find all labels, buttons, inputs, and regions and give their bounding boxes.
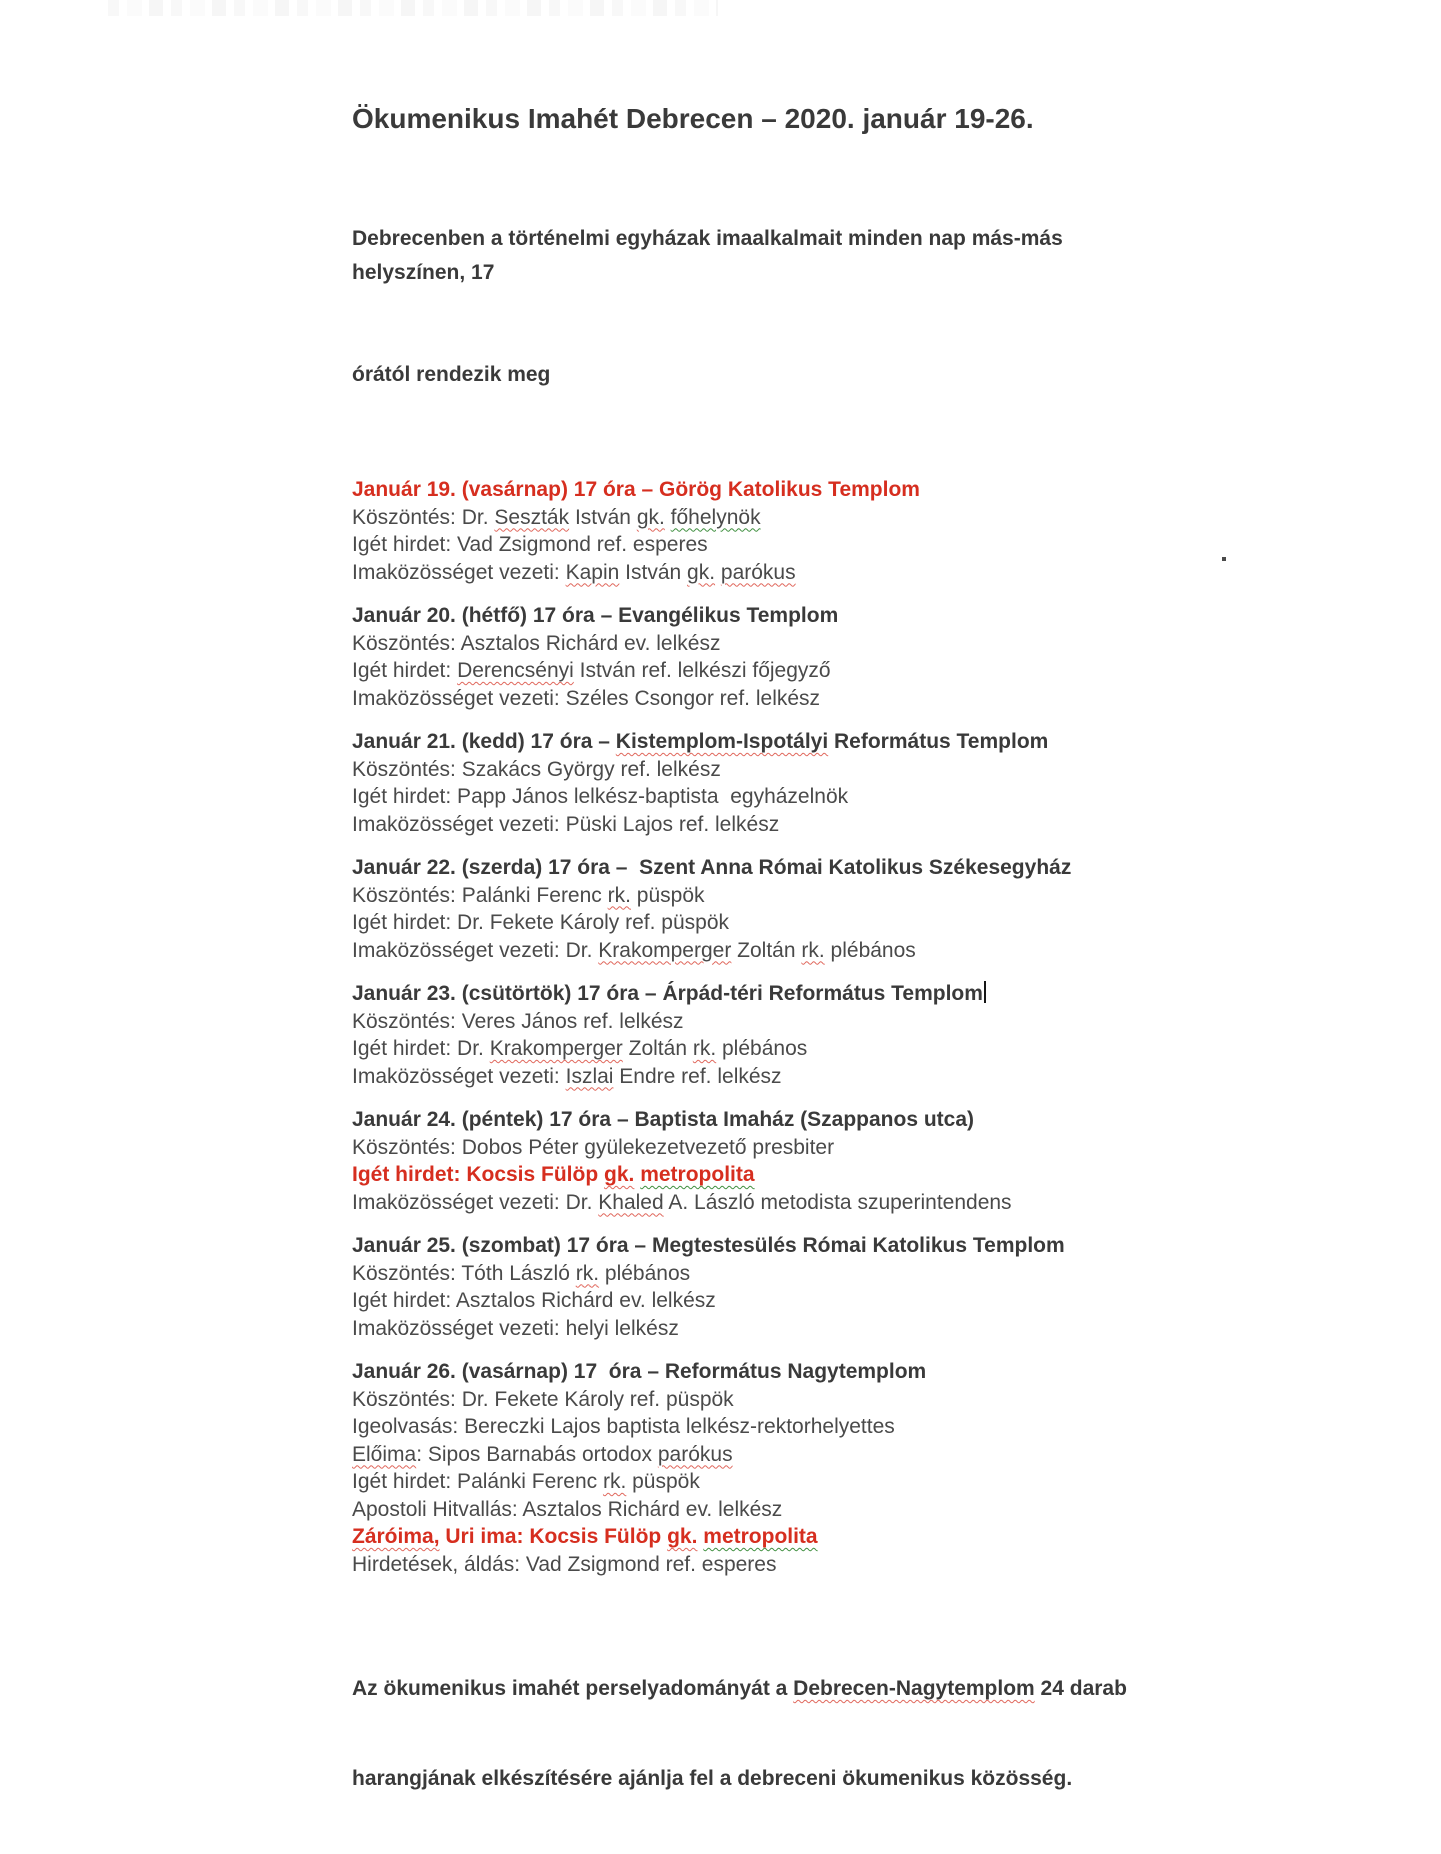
event-section	[352, 476, 1132, 586]
text-segment: Igét hirdet: Vad Zsigmond ref. esperes	[352, 533, 708, 556]
event-line[interactable]	[352, 1035, 1132, 1063]
text-segment: Igét hirdet: Dr.	[352, 1037, 490, 1060]
footer-line[interactable]: harangjának elkészítésére ajánlja fel a debreceni ökumenikus közösség.	[352, 1767, 1073, 1790]
text-segment: Igét hirdet: Palánki Ferenc	[352, 1470, 603, 1493]
text-segment: Igét hirdet: Kocsis Fülöp	[352, 1163, 605, 1186]
misspelled-word: Kistemplom-Ispotályi	[615, 730, 829, 753]
misspelled-word: metropolita	[640, 1163, 755, 1186]
misspelled-word: gk.	[604, 1163, 635, 1186]
event-section	[352, 980, 1132, 1090]
event-heading[interactable]	[352, 854, 1132, 882]
text-segment: Zoltán	[731, 938, 802, 962]
text-segment: Az ökumenikus imahét perselyadományát a	[352, 1677, 794, 1700]
text-segment: püspök	[626, 1470, 700, 1493]
event-section	[352, 1358, 1132, 1578]
event-line[interactable]	[352, 1413, 1132, 1441]
event-line[interactable]	[352, 1496, 1132, 1524]
event-heading[interactable]	[352, 1358, 1132, 1386]
misspelled-word: Kapin	[565, 560, 620, 584]
text-segment: Endre ref. lelkész	[613, 1064, 782, 1088]
text-segment: : Sipos Barnabás ortodox	[416, 1442, 658, 1466]
event-line[interactable]	[352, 1551, 1132, 1579]
page-title[interactable]: Ökumenikus Imahét Debrecen – 2020. január 19-26.	[352, 103, 1034, 134]
text-segment: püspök	[630, 883, 705, 907]
text-segment: Köszöntés: Veres János ref. lelkész	[352, 1009, 684, 1033]
text-segment: Köszöntés: Palánki Ferenc	[352, 883, 608, 907]
text-segment: Január 25. (szombat) 17 óra – Megtestesülés Római Katolikus Templom	[352, 1234, 1065, 1257]
event-line[interactable]	[352, 1161, 1132, 1189]
event-heading[interactable]	[352, 1232, 1132, 1260]
footer-line[interactable]	[352, 1674, 1132, 1704]
misspelled-word: rk.	[602, 1470, 627, 1493]
text-segment: Imaközösséget vezeti: Széles Csongor ref. lelkész	[352, 686, 821, 710]
text-segment: Köszöntés: Dr. Fekete Károly ref. püspök	[352, 1387, 734, 1411]
misspelled-word: parókus	[657, 1442, 733, 1466]
event-line[interactable]	[352, 756, 1132, 784]
misspelled-word: parókus	[720, 560, 796, 584]
text-segment: Köszöntés: Asztalos Richárd ev. lelkész	[352, 631, 721, 655]
misspelled-word: metropolita	[703, 1525, 818, 1548]
misspelled-word: Záróima,	[352, 1525, 440, 1548]
event-heading[interactable]	[352, 980, 1132, 1008]
misspelled-word: főhelynök	[670, 505, 761, 529]
text-segment: Igét hirdet: Papp János lelkész-baptista egyházelnök	[352, 785, 849, 808]
text-segment: István	[619, 560, 688, 584]
intro-line[interactable]: órától rendezik meg	[352, 363, 551, 386]
event-section	[352, 602, 1132, 712]
misspelled-word: gk.	[636, 505, 665, 529]
text-segment: 24 darab	[1034, 1677, 1127, 1700]
text-segment: plébános	[599, 1261, 691, 1285]
event-line[interactable]	[352, 1468, 1132, 1496]
event-section	[352, 1106, 1132, 1216]
text-segment: Január 26. (vasárnap) 17 óra – Református Nagytemplom	[352, 1360, 927, 1383]
text-segment: István	[569, 505, 637, 529]
event-section	[352, 854, 1132, 964]
cropped-text-artifact	[108, 0, 718, 16]
text-segment: Hirdetések, áldás: Vad Zsigmond ref. esperes	[352, 1552, 777, 1576]
text-segment: Köszöntés: Tóth László	[352, 1261, 576, 1285]
document-content[interactable]	[352, 102, 1132, 1854]
text-segment: Január 20. (hétfő) 17 óra – Evangélikus Templom	[352, 604, 839, 627]
event-line[interactable]	[352, 504, 1132, 532]
event-line[interactable]	[352, 783, 1132, 811]
intro-line[interactable]: Debrecenben a történelmi egyházak imaalkalmait minden nap más-más helyszínen, 17	[352, 227, 1069, 284]
text-segment: Imaközösséget vezeti: Dr.	[352, 938, 599, 962]
sections	[352, 476, 1132, 1578]
misspelled-word: gk.	[667, 1525, 698, 1548]
text-segment: plébános	[824, 938, 916, 962]
event-heading[interactable]	[352, 728, 1132, 756]
event-line[interactable]	[352, 559, 1132, 587]
event-heading[interactable]	[352, 476, 1132, 504]
misspelled-word: Krakomperger	[598, 938, 732, 962]
text-segment: Köszöntés: Dobos Péter gyülekezetvezető presbiter	[352, 1135, 835, 1159]
event-line[interactable]	[352, 657, 1132, 685]
text-cursor	[984, 981, 986, 1003]
misspelled-word: Khaled	[598, 1190, 664, 1214]
text-segment: Köszöntés: Szakács György ref. lelkész	[352, 757, 721, 781]
stray-dot-artifact	[1222, 557, 1226, 561]
text-segment: Imaközösséget vezeti:	[352, 1064, 566, 1088]
event-line[interactable]	[352, 909, 1132, 937]
text-segment: Köszöntés: Dr.	[352, 505, 495, 529]
event-line[interactable]	[352, 882, 1132, 910]
event-line[interactable]	[352, 1315, 1132, 1343]
text-segment: Zoltán	[622, 1037, 693, 1060]
text-segment: István ref. lelkészi főjegyző	[573, 659, 831, 682]
text-segment: Igeolvasás: Bereczki Lajos baptista lelkész-rektorhelyettes	[352, 1415, 895, 1438]
misspelled-word: Seszták	[494, 505, 570, 529]
event-line[interactable]	[352, 1260, 1132, 1288]
event-line[interactable]	[352, 937, 1132, 965]
footer-paragraph[interactable]	[352, 1614, 1132, 1854]
text-segment: plébános	[716, 1037, 808, 1060]
event-line[interactable]	[352, 811, 1132, 839]
event-line[interactable]	[352, 685, 1132, 713]
event-line[interactable]	[352, 630, 1132, 658]
misspelled-word: Előima	[352, 1442, 417, 1466]
misspelled-word: Derencsényi	[457, 659, 574, 682]
event-line[interactable]	[352, 1287, 1132, 1315]
text-segment: Igét hirdet:	[352, 659, 458, 682]
text-segment: Imaközösséget vezeti: Püski Lajos ref. lelkész	[352, 812, 780, 836]
text-segment: Január 22. (szerda) 17 óra – Szent Anna Római Katolikus Székesegyház	[352, 856, 1072, 879]
text-segment: Január 24. (péntek) 17 óra – Baptista Imaház (Szappanos utca)	[352, 1108, 975, 1131]
text-segment: Imaközösséget vezeti: Dr.	[352, 1190, 599, 1214]
text-segment: Igét hirdet: Dr. Fekete Károly ref. püspök	[352, 911, 730, 934]
misspelled-word: Krakomperger	[489, 1037, 623, 1060]
event-heading[interactable]	[352, 1106, 1132, 1134]
text-segment: Január 23. (csütörtök) 17 óra – Árpád-téri Református Templom	[352, 982, 983, 1005]
text-segment: Apostoli Hitvallás: Asztalos Richárd ev. lelkész	[352, 1497, 783, 1521]
event-line[interactable]	[352, 1441, 1132, 1469]
event-line[interactable]	[352, 1008, 1132, 1036]
misspelled-word: Debrecen-Nagytemplom	[793, 1677, 1035, 1700]
event-line[interactable]	[352, 1523, 1132, 1551]
event-line[interactable]	[352, 1134, 1132, 1162]
misspelled-word: gk.	[687, 560, 716, 584]
misspelled-word: rk.	[801, 938, 825, 962]
text-segment: Január 19. (vasárnap) 17 óra – Görög Katolikus Templom	[352, 478, 920, 501]
misspelled-word: rk.	[575, 1261, 600, 1285]
text-segment: Uri ima: Kocsis Fülöp	[439, 1525, 668, 1548]
misspelled-word: rk.	[607, 883, 631, 907]
event-line[interactable]	[352, 531, 1132, 559]
event-section	[352, 1232, 1132, 1342]
misspelled-word: rk.	[692, 1037, 717, 1060]
text-segment: A. László metodista szuperintendens	[663, 1190, 1012, 1214]
event-line[interactable]	[352, 1063, 1132, 1091]
text-segment: Imaközösséget vezeti: helyi lelkész	[352, 1316, 679, 1340]
text-segment: Református Templom	[828, 730, 1049, 753]
event-heading[interactable]	[352, 602, 1132, 630]
event-line[interactable]	[352, 1189, 1132, 1217]
event-section	[352, 728, 1132, 838]
text-segment: Január 21. (kedd) 17 óra –	[352, 730, 616, 753]
text-segment: Imaközösséget vezeti:	[352, 560, 566, 584]
event-line[interactable]	[352, 1386, 1132, 1414]
intro-paragraph[interactable]	[352, 154, 1132, 460]
text-segment: Igét hirdet: Asztalos Richárd ev. lelkész	[352, 1289, 716, 1312]
misspelled-word: Iszlai	[565, 1064, 614, 1088]
